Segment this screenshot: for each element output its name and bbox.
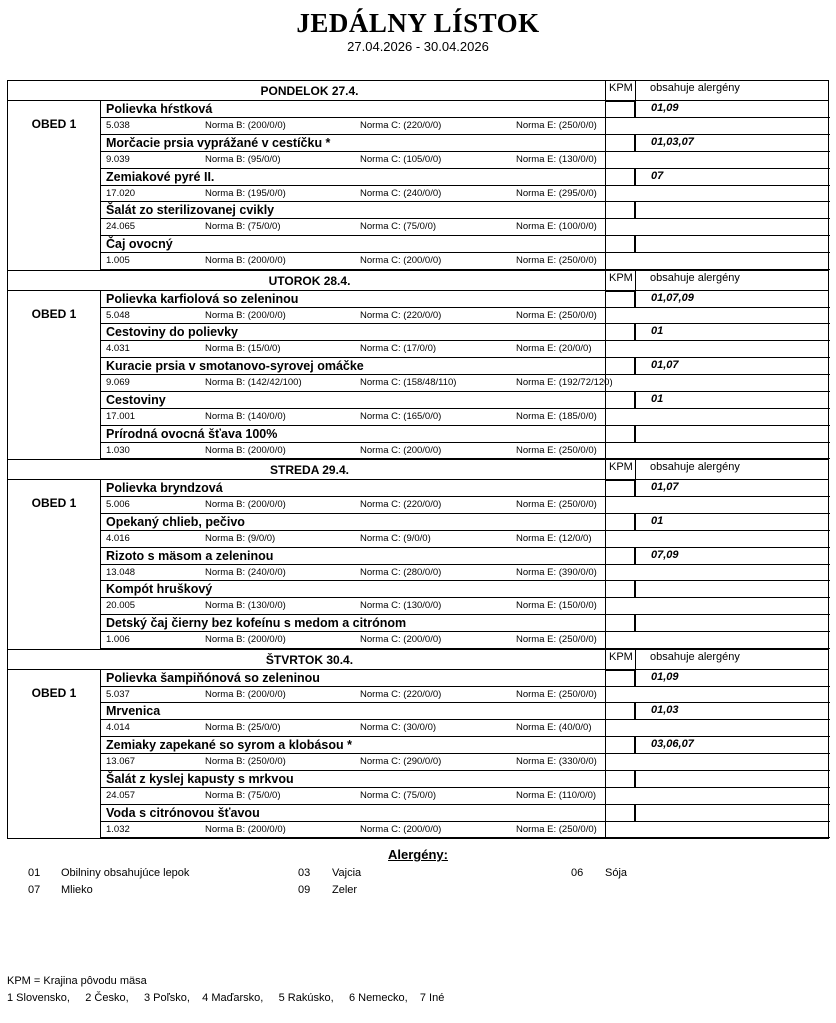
kpm-note: KPM = Krajina pôvodu mäsa	[7, 975, 147, 987]
recipe-code: 5.006	[106, 499, 130, 510]
norm-c: Norma C: (200/0/0)	[360, 255, 442, 267]
allergen-cell	[635, 426, 830, 443]
norm-e: Norma E: (250/0/0)	[516, 309, 597, 321]
norm-c: Norma C: (220/0/0)	[360, 309, 442, 321]
menu-item	[100, 169, 830, 203]
allergen-cell: 07	[635, 169, 830, 186]
portion-row	[100, 341, 605, 358]
dish-name: Šalát zo sterilizovanej cvikly	[106, 203, 275, 218]
kpm-cell	[605, 202, 635, 219]
kpm-header: KPM	[605, 271, 635, 290]
kpm-cell	[605, 805, 635, 822]
recipe-code: 5.037	[106, 688, 130, 700]
day-section	[8, 650, 828, 840]
norm-c: Norma C: (75/0/0)	[360, 789, 437, 801]
norm-c: Norma C: (9/0/0)	[360, 532, 431, 544]
allergen-cell	[635, 202, 830, 219]
empty-cell	[605, 186, 830, 203]
legend-label: Zeler	[332, 884, 358, 896]
empty-cell	[605, 253, 830, 270]
empty-cell	[605, 720, 830, 737]
dish-name: Morčacie prsia vyprážané v cestíčku *	[106, 135, 331, 150]
empty-cell	[605, 565, 830, 582]
menu-item	[100, 324, 830, 358]
day-title: PONDELOK 27.4.	[260, 84, 359, 98]
kpm-cell	[605, 135, 635, 152]
norm-b: Norma B: (240/0/0)	[205, 566, 286, 578]
recipe-code: 5.038	[106, 120, 130, 131]
menu-item	[100, 480, 830, 514]
kpm-cell	[605, 581, 635, 598]
norm-e: Norma E: (100/0/0)	[516, 221, 597, 233]
dish-name: Opekaný chlieb, pečivo	[106, 514, 245, 529]
kpm-cell	[605, 480, 635, 497]
norm-b: Norma B: (200/0/0)	[205, 634, 286, 646]
empty-cell	[605, 152, 830, 169]
norm-c: Norma C: (105/0/0)	[360, 153, 442, 165]
recipe-code: 9.039	[106, 153, 130, 165]
portion-row	[100, 531, 605, 548]
kpm-cell	[605, 169, 635, 186]
kpm-cell	[605, 291, 635, 308]
allergen-cell	[635, 805, 830, 822]
kpm-cell	[605, 392, 635, 409]
norm-b: Norma B: (140/0/0)	[205, 410, 286, 422]
dish-row	[100, 392, 605, 409]
menu-item	[100, 771, 830, 805]
recipe-code: 13.067	[106, 756, 136, 768]
dish-row	[100, 358, 605, 375]
kpm-cell	[605, 101, 635, 118]
dish-row	[100, 480, 605, 497]
menu-item	[100, 548, 830, 582]
empty-cell	[605, 219, 830, 236]
portion-row	[100, 565, 605, 582]
recipe-code: 1.030	[106, 444, 130, 456]
dish-row	[100, 202, 605, 219]
meal-label: OBED 1	[31, 685, 77, 700]
norm-e: Norma E: (250/0/0)	[516, 688, 597, 700]
norm-e: Norma E: (40/0/0)	[516, 722, 592, 734]
kpm-cell	[605, 737, 635, 754]
kpm-cell	[605, 514, 635, 531]
portion-row	[100, 152, 605, 169]
menu-item	[100, 358, 830, 392]
norm-c: Norma C: (200/0/0)	[360, 444, 442, 456]
kpm-header: KPM	[605, 650, 635, 669]
menu-item	[100, 202, 830, 236]
empty-cell	[605, 632, 830, 649]
menu-table	[7, 80, 829, 839]
allergen-cell	[635, 581, 830, 598]
kpm-cell	[605, 615, 635, 632]
norm-c: Norma C: (220/0/0)	[360, 120, 442, 131]
portion-row	[100, 253, 605, 270]
recipe-code: 17.020	[106, 187, 136, 199]
portion-row	[100, 632, 605, 649]
dish-name: Kuracie prsia v smotanovo-syrovej omáčke	[106, 359, 364, 374]
dish-name: Polievka karfiolová so zeleninou	[106, 291, 299, 306]
norm-e: Norma E: (185/0/0)	[516, 410, 597, 422]
recipe-code: 1.032	[106, 823, 130, 835]
empty-cell	[605, 497, 830, 514]
allergen-cell	[635, 615, 830, 632]
menu-item	[100, 514, 830, 548]
dish-row	[100, 426, 605, 443]
allergen-cell: 01	[635, 324, 830, 341]
norm-c: Norma C: (165/0/0)	[360, 410, 442, 422]
norm-b: Norma B: (195/0/0)	[205, 187, 286, 199]
dish-row	[100, 548, 605, 565]
norm-e: Norma E: (250/0/0)	[516, 823, 597, 835]
kpm-cell	[605, 426, 635, 443]
dish-row	[100, 169, 605, 186]
day-title: ŠTVRTOK 30.4.	[265, 652, 354, 667]
norm-e: Norma E: (250/0/0)	[516, 255, 597, 267]
meal-label: OBED 1	[31, 117, 77, 131]
menu-item	[100, 670, 830, 704]
dish-row	[100, 670, 605, 687]
allergen-cell	[635, 236, 830, 253]
dish-name: Čaj ovocný	[106, 237, 173, 252]
recipe-code: 1.006	[106, 634, 130, 646]
dish-name: Polievka šampiňónová so zeleninou	[106, 670, 320, 685]
norm-e: Norma E: (130/0/0)	[516, 153, 597, 165]
norm-c: Norma C: (290/0/0)	[360, 756, 442, 768]
recipe-code: 4.031	[106, 343, 130, 355]
allergen-header: obsahuje alergény	[635, 81, 830, 100]
kpm-countries: 1 Slovensko, 2 Česko, 3 Poľsko, 4 Maďarsko, 5 Rakúsko, 6 Nemecko, 7 Iné	[7, 992, 445, 1004]
recipe-code: 13.048	[106, 566, 136, 578]
dish-name: Detský čaj čierny bez kofeínu s medom a citrónom	[106, 616, 407, 631]
norm-c: Norma C: (280/0/0)	[360, 566, 442, 578]
day-section	[8, 81, 828, 271]
norm-e: Norma E: (250/0/0)	[516, 444, 597, 456]
dish-name: Polievka hŕstková	[106, 102, 213, 116]
norm-b: Norma B: (15/0/0)	[205, 343, 281, 355]
portion-row	[100, 409, 605, 426]
portion-row	[100, 186, 605, 203]
portion-row	[100, 308, 605, 325]
menu-item	[100, 392, 830, 426]
allergen-cell: 07,09	[635, 548, 830, 565]
portion-row	[100, 497, 605, 514]
dish-row	[100, 236, 605, 253]
dish-name: Rizoto s mäsom a zeleninou	[106, 548, 274, 563]
kpm-header: KPM	[605, 81, 635, 100]
norm-c: Norma C: (200/0/0)	[360, 634, 442, 646]
empty-cell	[605, 788, 830, 805]
kpm-cell	[605, 703, 635, 720]
norm-b: Norma B: (200/0/0)	[205, 255, 286, 267]
legend-label: Mlieko	[61, 884, 93, 896]
day-header	[8, 81, 828, 101]
norm-e: Norma E: (12/0/0)	[516, 532, 592, 544]
recipe-code: 4.014	[106, 722, 130, 734]
dish-name: Polievka bryndzová	[106, 481, 223, 495]
kpm-cell	[605, 771, 635, 788]
allergen-cell: 01,09	[635, 670, 830, 687]
allergen-cell: 01,03	[635, 703, 830, 720]
norm-b: Norma B: (75/0/0)	[205, 789, 281, 801]
portion-row	[100, 118, 605, 135]
meal-label: OBED 1	[31, 306, 77, 321]
norm-c: Norma C: (158/48/110)	[360, 377, 457, 389]
day-title: UTOROK 28.4.	[268, 273, 351, 288]
norm-b: Norma B: (200/0/0)	[205, 499, 286, 510]
menu-item	[100, 805, 830, 839]
norm-e: Norma E: (110/0/0)	[516, 789, 597, 801]
norm-c: Norma C: (240/0/0)	[360, 187, 442, 199]
norm-b: Norma B: (142/42/100)	[205, 377, 302, 389]
norm-e: Norma E: (250/0/0)	[516, 499, 597, 510]
norm-b: Norma B: (9/0/0)	[205, 532, 276, 544]
dish-name: Cestoviny	[106, 392, 166, 407]
portion-row	[100, 375, 613, 392]
legend-label: Obilniny obsahujúce lepok	[61, 867, 190, 879]
allergen-cell	[635, 771, 830, 788]
norm-b: Norma B: (130/0/0)	[205, 600, 286, 612]
kpm-cell	[605, 236, 635, 253]
norm-e: Norma E: (295/0/0)	[516, 187, 597, 199]
dish-name: Šalát z kyslej kapusty s mrkvou	[106, 771, 294, 786]
portion-row	[100, 443, 605, 460]
recipe-code: 5.048	[106, 309, 130, 321]
allergen-cell: 01,07	[635, 480, 830, 497]
dish-row	[100, 771, 605, 788]
norm-c: Norma C: (75/0/0)	[360, 221, 437, 233]
dish-row	[100, 514, 605, 531]
recipe-code: 1.005	[106, 255, 130, 267]
menu-item	[100, 703, 830, 737]
allergen-header: obsahuje alergény	[635, 271, 830, 290]
allergen-header: obsahuje alergény	[635, 650, 830, 669]
norm-e: Norma E: (20/0/0)	[516, 343, 592, 355]
dish-name: Zemiakové pyré II.	[106, 169, 215, 184]
dish-name: Prírodná ovocná šťava 100%	[106, 426, 278, 441]
legend-code: 01	[28, 867, 41, 879]
menu-item	[100, 291, 830, 325]
kpm-cell	[605, 358, 635, 375]
norm-e: Norma E: (150/0/0)	[516, 600, 597, 612]
menu-item	[100, 426, 830, 460]
dish-name: Cestoviny do polievky	[106, 325, 238, 340]
dish-name: Zemiaky zapekané so syrom a klobásou *	[106, 738, 352, 753]
norm-b: Norma B: (75/0/0)	[205, 221, 281, 233]
recipe-code: 20.005	[106, 600, 136, 612]
norm-c: Norma C: (220/0/0)	[360, 688, 442, 700]
dish-row	[100, 135, 605, 152]
norm-b: Norma B: (25/0/0)	[205, 722, 281, 734]
portion-row	[100, 219, 605, 236]
portion-row	[100, 720, 605, 737]
menu-item	[100, 101, 830, 135]
empty-cell	[605, 341, 830, 358]
norm-b: Norma B: (200/0/0)	[205, 309, 286, 321]
norm-e: Norma E: (250/0/0)	[516, 634, 597, 646]
empty-cell	[605, 443, 830, 460]
dish-name: Voda s citrónovou šťavou	[106, 805, 260, 820]
portion-row	[100, 687, 605, 704]
dish-row	[100, 291, 605, 308]
allergen-header: obsahuje alergény	[635, 460, 830, 479]
menu-item	[100, 135, 830, 169]
kpm-cell	[605, 548, 635, 565]
norm-c: Norma C: (130/0/0)	[360, 600, 442, 612]
norm-c: Norma C: (17/0/0)	[360, 343, 437, 355]
dish-row	[100, 805, 605, 822]
dish-name: Kompót hruškový	[106, 582, 213, 597]
legend-code: 09	[298, 884, 311, 896]
norm-b: Norma B: (200/0/0)	[205, 688, 286, 700]
norm-e: Norma E: (390/0/0)	[516, 566, 597, 578]
norm-b: Norma B: (200/0/0)	[205, 444, 286, 456]
allergen-cell: 01,07,09	[635, 291, 830, 308]
norm-e: Norma E: (250/0/0)	[516, 120, 597, 131]
empty-cell	[605, 118, 830, 135]
empty-cell	[605, 687, 830, 704]
menu-item	[100, 236, 830, 270]
day-header	[8, 271, 828, 291]
allergen-cell: 01	[635, 392, 830, 409]
empty-cell	[605, 409, 830, 426]
legend-title: Alergény:	[388, 847, 448, 862]
recipe-code: 24.065	[106, 221, 136, 233]
dish-row	[100, 581, 605, 598]
dish-row	[100, 615, 605, 632]
menu-item	[100, 581, 830, 615]
norm-b: Norma B: (95/0/0)	[205, 153, 281, 165]
portion-row	[100, 598, 605, 615]
legend-label: Vajcia	[332, 867, 362, 879]
day-title: STREDA 29.4.	[270, 463, 349, 477]
allergen-cell: 01,07	[635, 358, 830, 375]
dish-row	[100, 324, 605, 341]
empty-cell	[605, 822, 830, 839]
legend-label: Sója	[605, 867, 628, 879]
portion-row	[100, 754, 605, 771]
norm-b: Norma B: (200/0/0)	[205, 823, 286, 835]
allergen-cell: 01,09	[635, 101, 830, 118]
recipe-code: 4.016	[106, 532, 130, 544]
recipe-code: 24.057	[106, 789, 136, 801]
norm-c: Norma C: (220/0/0)	[360, 499, 442, 510]
page-title: JEDÁLNY LÍSTOK	[296, 8, 540, 38]
allergen-cell: 01,03,07	[635, 135, 830, 152]
day-section	[8, 460, 828, 650]
empty-cell	[605, 308, 830, 325]
day-header	[8, 460, 828, 480]
norm-b: Norma B: (250/0/0)	[205, 756, 286, 768]
kpm-cell	[605, 670, 635, 687]
kpm-header: KPM	[605, 460, 635, 479]
norm-e: Norma E: (192/72/120)	[516, 377, 613, 389]
dish-row	[100, 703, 605, 720]
empty-cell	[605, 598, 830, 615]
meal-label: OBED 1	[31, 496, 77, 510]
day-section	[8, 271, 828, 461]
menu-item	[100, 737, 830, 771]
empty-cell	[605, 754, 830, 771]
date-range: 27.04.2026 - 30.04.2026	[347, 39, 489, 54]
portion-row	[100, 788, 605, 805]
day-header	[8, 650, 828, 670]
norm-c: Norma C: (30/0/0)	[360, 722, 437, 734]
legend-code: 07	[28, 884, 41, 896]
dish-row	[100, 101, 605, 118]
legend-code: 03	[298, 867, 311, 879]
empty-cell	[605, 375, 830, 392]
menu-item	[100, 615, 830, 649]
allergen-cell: 03,06,07	[635, 737, 830, 754]
allergen-cell: 01	[635, 514, 830, 531]
legend-code: 06	[571, 867, 584, 879]
norm-e: Norma E: (330/0/0)	[516, 756, 597, 768]
empty-cell	[605, 531, 830, 548]
kpm-cell	[605, 324, 635, 341]
portion-row	[100, 822, 605, 839]
dish-name: Mrvenica	[106, 704, 161, 719]
recipe-code: 17.001	[106, 410, 136, 422]
norm-c: Norma C: (200/0/0)	[360, 823, 442, 835]
norm-b: Norma B: (200/0/0)	[205, 120, 286, 131]
recipe-code: 9.069	[106, 377, 130, 389]
dish-row	[100, 737, 605, 754]
